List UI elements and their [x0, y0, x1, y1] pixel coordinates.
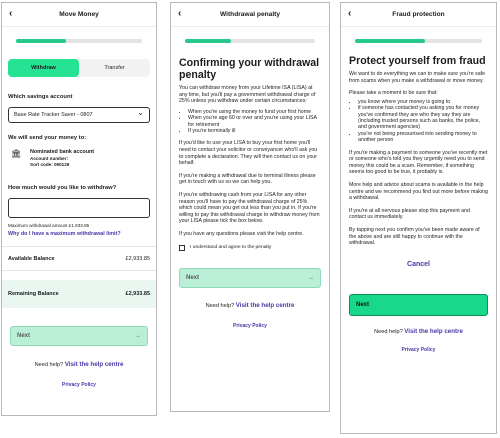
nominated-account: [8, 149, 150, 167]
progress-fill: [355, 39, 425, 43]
fraud-protection-screen: [340, 2, 497, 434]
sort-code: Sort code: 090129: [30, 162, 70, 167]
help-centre-link[interactable]: Visit the help centre: [404, 327, 463, 335]
bank-icon: 🏛: [11, 149, 22, 158]
header: [341, 3, 496, 27]
next-button[interactable]: [349, 294, 488, 316]
section-heading: Confirming your withdrawal penalty: [179, 57, 320, 81]
tab-withdraw[interactable]: Withdraw: [8, 59, 79, 77]
list-item: • If you're terminally ill: [188, 128, 321, 134]
max-withdrawal-link[interactable]: Why do I have a maximum withdrawal limit?: [8, 231, 121, 237]
fraud-checklist: [358, 99, 488, 144]
tab-transfer[interactable]: Transfer: [104, 65, 125, 71]
withdraw-transfer-toggle: [8, 59, 150, 77]
remaining-balance-label: Remaining Balance: [8, 291, 59, 297]
header: [171, 3, 329, 27]
progress-bar: [185, 39, 315, 43]
arrow-right-icon: →: [135, 333, 141, 339]
page-title: Move Money: [59, 11, 99, 18]
progress-fill: [185, 39, 231, 43]
withdraw-amount-label: How much would you like to withdraw?: [8, 185, 117, 191]
withdraw-amount-input[interactable]: [8, 198, 150, 218]
account-number: Account number:: [30, 156, 69, 161]
list-item: • When you're using the money to fund your first home: [188, 109, 321, 115]
available-balance-label: Available Balance: [8, 255, 55, 262]
header: [2, 3, 156, 27]
help-line: [2, 361, 156, 368]
remaining-balance-value: £2,933.85: [125, 291, 150, 297]
progress-fill: [16, 39, 66, 43]
withdrawal-penalty-screen: [170, 2, 330, 412]
list-item: • you know where your money is going to: [358, 99, 488, 105]
next-button[interactable]: [179, 268, 321, 288]
intro-paragraph: We want to do everything we can to make sure you're safe from scams when you make a withdrawal or move money.: [349, 71, 486, 84]
list-item: • When you're age 60 or over and you're using your LISA for retirement: [188, 115, 321, 128]
chevron-left-icon[interactable]: ‹: [348, 8, 352, 19]
section-heading: Protect yourself from fraud: [349, 55, 486, 67]
send-money-label: We will send your money to:: [8, 135, 87, 141]
withdrawal-charge-paragraph: If you're withdrawing cash from your LISA for any other reason you'll have to pay the withdrawal charge of 25% which could mean you get out less than you put in. If you're willing to pay this withdrawal charge to withdraw money from your LISA please tick the box below.: [179, 191, 320, 225]
page-title: Withdrawal penalty: [219, 11, 281, 18]
available-balance-row: [2, 246, 156, 271]
need-help-text: Need help?: [205, 302, 235, 309]
max-withdrawal-text: Maximum withdrawal amount £1,933.85: [8, 223, 90, 228]
checklist-intro: Please take a moment to be sure that:: [349, 90, 438, 97]
scam-warning-paragraph: If you're making a payment to someone you've recently met or someone who's told you they urgently need you to send money this could be a scam. Remember, if something seems too good to be true, it probably is.: [349, 149, 488, 176]
progress-bar: [355, 39, 482, 43]
list-item: • you're not being pressurised into sending money to another person: [358, 131, 488, 144]
next-label: Next: [356, 301, 370, 308]
account-select-value: Base Rate Tracker Saver - 0807: [14, 112, 93, 118]
savings-account-label: Which savings account: [8, 94, 73, 100]
privacy-policy-link[interactable]: Privacy Policy: [233, 322, 267, 329]
next-button[interactable]: [10, 326, 148, 346]
help-advice-paragraph: More help and advice about scams is available in the help centre and we recommend you find out more before making a withdrawal.: [349, 182, 488, 202]
privacy-policy-link[interactable]: Privacy Policy: [62, 382, 96, 388]
help-centre-link[interactable]: Visit the help centre: [235, 301, 295, 309]
terminal-illness-paragraph: If you're making a withdrawal due to terminal illness please get in touch with us so we can help you.: [179, 172, 316, 186]
agree-penalty-label: I understand and agree to the penalty: [190, 245, 272, 251]
list-item: • if someone has contacted you asking you for money you've confirmed they are who they say they are (including trusted persons such as banks, the police, and government agencies): [358, 105, 488, 131]
page-title: Fraud protection: [392, 11, 445, 18]
next-label: Next: [17, 333, 31, 339]
agree-penalty-checkbox-row: [179, 245, 321, 251]
available-balance-value: £2,933.85: [125, 255, 150, 262]
next-label: Next: [186, 274, 200, 281]
privacy-policy-link[interactable]: Privacy Policy: [401, 346, 436, 353]
cancel-button[interactable]: Cancel: [407, 260, 430, 268]
confirmation-paragraph: By tapping next you confirm you've been made aware of the above and are still happy to continue with the withdrawal.: [349, 226, 480, 247]
chevron-left-icon[interactable]: ‹: [9, 8, 13, 19]
bank-account-title: Nominated bank account: [30, 149, 95, 155]
remaining-balance-row: [2, 280, 156, 308]
help-line: [341, 328, 496, 335]
move-money-screen: [1, 2, 157, 416]
first-home-paragraph: If you'd like to use your LISA to buy your first home you'll need to contact your solicitor or conveyancer who'll ask you to complete a declaration. They will then contact us on your behalf.: [179, 140, 318, 167]
progress-bar: [16, 39, 142, 43]
need-help-text: Need help?: [374, 328, 403, 335]
chevron-down-icon: ⌄: [137, 108, 144, 117]
help-centre-link[interactable]: Visit the help centre: [64, 361, 124, 368]
questions-paragraph: If you have any questions please visit the help centre.: [179, 230, 304, 237]
intro-paragraph: You can withdraw money from your Lifetime ISA (LISA) at any time, but you'll pay a government withdrawal charge of 25% unless you withdraw under certain circumstances:: [179, 85, 316, 105]
need-help-text: Need help?: [34, 362, 64, 368]
chevron-left-icon[interactable]: ‹: [178, 8, 182, 19]
help-line: [171, 302, 329, 309]
account-select[interactable]: [8, 107, 150, 123]
exemption-list: [188, 109, 321, 135]
agree-penalty-checkbox[interactable]: [179, 245, 185, 251]
stop-payment-paragraph: If you're at all nervous please stop this payment and contact us immediately.: [349, 207, 470, 221]
arrow-right-icon: →: [308, 274, 314, 281]
